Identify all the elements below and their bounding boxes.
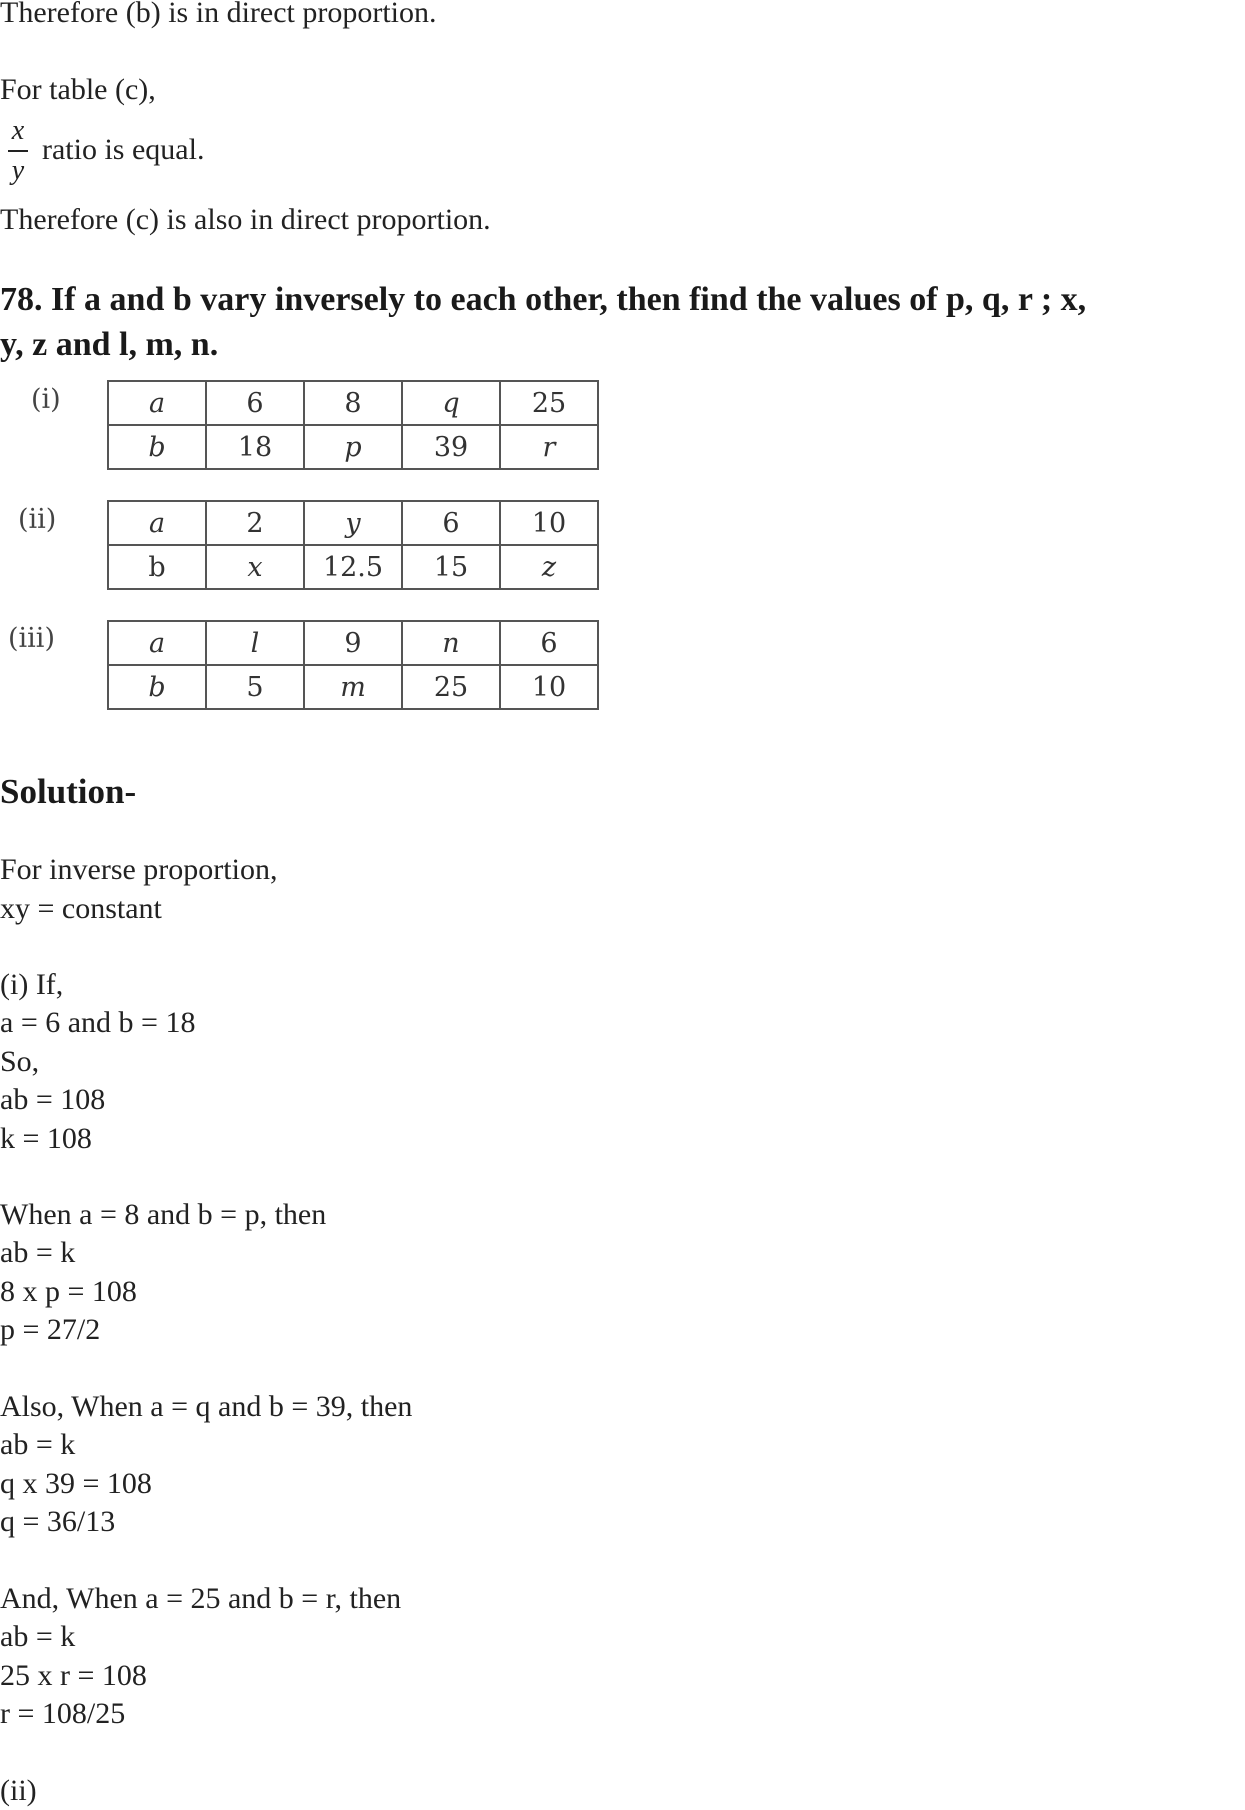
solution-line: q = 36/13 [0, 1505, 116, 1538]
table-row [108, 501, 598, 545]
solution-line: k = 108 [0, 1122, 92, 1155]
table-ii [107, 500, 599, 590]
fraction-denominator: y [11, 155, 25, 186]
table-cell: 10 [500, 665, 598, 709]
table-row [108, 381, 598, 425]
table-cell: 9 [304, 621, 402, 665]
table-i [107, 380, 599, 470]
table-cell: b [108, 425, 206, 469]
table-cell: a [108, 501, 206, 545]
solution-line: ab = k [0, 1620, 76, 1653]
fraction-x-over-y [8, 116, 28, 186]
table-row [108, 621, 598, 665]
table-cell: m [304, 665, 402, 709]
ratio-statement: ratio is equal. [42, 133, 205, 166]
table-cell: x [206, 545, 304, 589]
table-cell: a [108, 381, 206, 425]
table-iii [107, 620, 599, 710]
table-cell: z [500, 545, 598, 589]
solution-line: 8 x p = 108 [0, 1275, 137, 1308]
table-cell: y [304, 501, 402, 545]
solution-line: q x 39 = 108 [0, 1467, 152, 1500]
solution-line: For inverse proportion, [0, 853, 278, 886]
conclusion-b: Therefore (b) is in direct proportion. [0, 0, 437, 29]
table-cell: n [402, 621, 500, 665]
table-row [108, 425, 598, 469]
table-cell: b [108, 665, 206, 709]
solution-line: So, [0, 1045, 40, 1078]
table-cell: 5 [206, 665, 304, 709]
table-cell: r [500, 425, 598, 469]
table-cell: a [108, 621, 206, 665]
solution-line: ab = k [0, 1428, 76, 1461]
solution-line: When a = 8 and b = p, then [0, 1198, 327, 1231]
table-cell: 15 [402, 545, 500, 589]
solution-line: xy = constant [0, 892, 162, 925]
table-cell: 6 [206, 381, 304, 425]
solution-line: a = 6 and b = 18 [0, 1006, 196, 1039]
solution-title: Solution- [0, 772, 137, 811]
table-label-iii: (iii) [8, 623, 55, 654]
solution-line: (ii) [0, 1774, 37, 1807]
conclusion-c: Therefore (c) is also in direct proportion. [0, 203, 491, 236]
solution-line: p = 27/2 [0, 1313, 101, 1346]
solution-line: (i) If, [0, 968, 64, 1001]
table-cell: q [402, 381, 500, 425]
solution-line: Also, When a = q and b = 39, then [0, 1390, 413, 1423]
table-cell: 2 [206, 501, 304, 545]
fraction-bar [8, 150, 28, 152]
solution-line: ab = k [0, 1236, 76, 1269]
solution-line: r = 108/25 [0, 1697, 126, 1730]
table-cell: 12.5 [304, 545, 402, 589]
table-cell: b [108, 545, 206, 589]
table-cell: 6 [402, 501, 500, 545]
fraction-numerator: x [11, 115, 25, 146]
solution-line: ab = 108 [0, 1083, 106, 1116]
table-row [108, 665, 598, 709]
table-cell: 18 [206, 425, 304, 469]
table-cell: 39 [402, 425, 500, 469]
table-cell: 8 [304, 381, 402, 425]
table-cell: l [206, 621, 304, 665]
table-cell: 10 [500, 501, 598, 545]
question-heading-line2: y, z and l, m, n. [0, 326, 219, 363]
table-cell: 6 [500, 621, 598, 665]
table-cell: 25 [500, 381, 598, 425]
table-label-ii: (ii) [18, 504, 57, 535]
table-cell: 25 [402, 665, 500, 709]
question-heading-line1: 78. If a and b vary inversely to each other, then find the values of p, q, r ; x, [0, 281, 1087, 318]
table-c-label: For table (c), [0, 73, 156, 106]
table-row [108, 545, 598, 589]
solution-line: 25 x r = 108 [0, 1659, 147, 1692]
table-cell: p [304, 425, 402, 469]
table-label-i: (i) [31, 384, 61, 415]
solution-line: And, When a = 25 and b = r, then [0, 1582, 402, 1615]
